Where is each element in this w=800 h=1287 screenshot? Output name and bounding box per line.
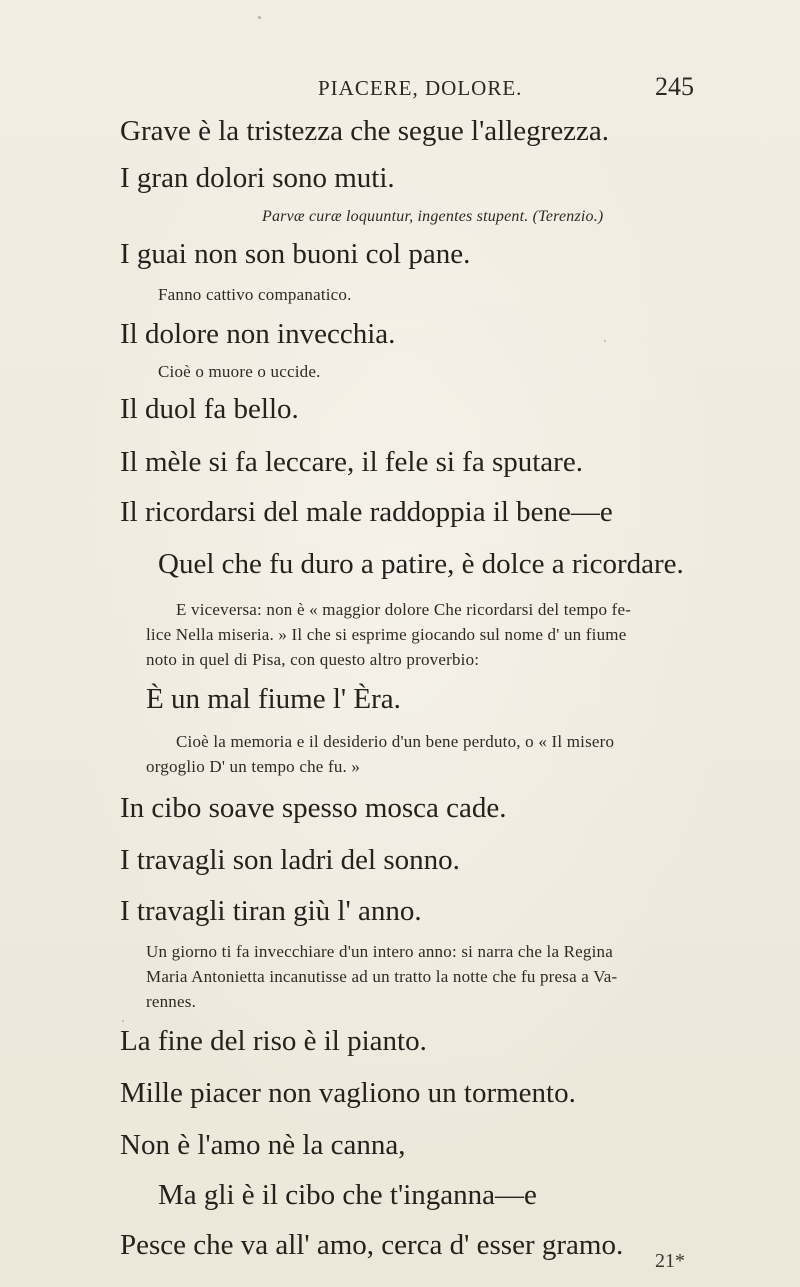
commentary: Cioè o muore o uccide. bbox=[158, 362, 321, 381]
proverb: I travagli tiran giù l' anno. bbox=[120, 895, 422, 927]
commentary: rennes. bbox=[146, 992, 197, 1011]
proverb: In cibo soave spesso mosca cade. bbox=[120, 792, 507, 824]
paper-speck bbox=[604, 340, 606, 342]
commentary: Maria Antonietta incanutisse ad un tratto la notte che fu presa a Va- bbox=[146, 967, 618, 986]
proverb: Il duol fa bello. bbox=[120, 393, 299, 425]
page-number: 245 bbox=[655, 72, 694, 101]
commentary: lice Nella miseria. » Il che si esprime giocando sul nome d' un fiume bbox=[146, 625, 627, 644]
commentary: Un giorno ti fa invecchiare d'un intero anno: si narra che la Regina bbox=[146, 942, 613, 961]
proverb: I guai non son buoni col pane. bbox=[120, 238, 471, 270]
proverb: È un mal fiume l' Èra. bbox=[146, 683, 401, 715]
proverb: Il ricordarsi del male raddoppia il bene—e bbox=[120, 496, 613, 528]
running-head bbox=[0, 72, 800, 108]
proverb: La fine del riso è il pianto. bbox=[120, 1025, 427, 1057]
paper-speck bbox=[258, 16, 261, 19]
printer-signature-mark: 21* bbox=[655, 1250, 685, 1272]
paper-speck bbox=[122, 1020, 124, 1022]
proverb: Grave è la tristezza che segue l'allegrezza. bbox=[120, 115, 610, 147]
proverb: Mille piacer non vagliono un tormento. bbox=[120, 1077, 576, 1109]
commentary: Fanno cattivo companatico. bbox=[158, 285, 352, 304]
commentary: orgoglio D' un tempo che fu. » bbox=[146, 757, 361, 776]
proverb: Non è l'amo nè la canna, bbox=[120, 1129, 406, 1161]
proverb: I travagli son ladri del sonno. bbox=[120, 844, 460, 876]
running-head-title: PIACERE, DOLORE. bbox=[318, 76, 523, 100]
proverb-continuation: Quel che fu duro a patire, è dolce a ricordare. bbox=[158, 548, 684, 580]
proverb: I gran dolori sono muti. bbox=[120, 162, 395, 194]
commentary: noto in quel di Pisa, con questo altro proverbio: bbox=[146, 650, 480, 669]
proverb: Il dolore non invecchia. bbox=[120, 318, 396, 350]
latin-quote: Parvæ curæ loquuntur, ingentes stupent. (Terenzio.) bbox=[262, 208, 604, 225]
commentary: E viceversa: non è « maggior dolore Che ricordarsi del tempo fe- bbox=[176, 600, 632, 619]
proverb-continuation: Ma gli è il cibo che t'inganna—e bbox=[158, 1179, 537, 1211]
proverb: Pesce che va all' amo, cerca d' esser gramo. bbox=[120, 1229, 624, 1261]
commentary: Cioè la memoria e il desiderio d'un bene perduto, o « Il misero bbox=[176, 732, 615, 751]
proverb: Il mèle si fa leccare, il fele si fa sputare. bbox=[120, 446, 583, 478]
